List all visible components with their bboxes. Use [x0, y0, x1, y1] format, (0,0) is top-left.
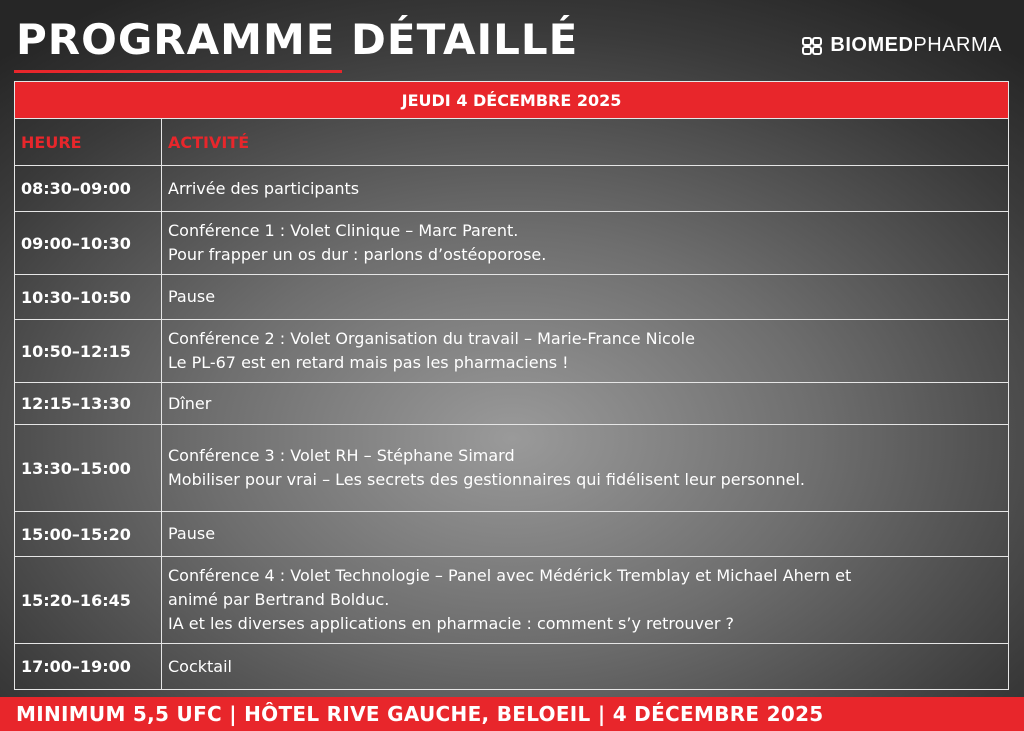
schedule-row [15, 512, 1009, 557]
biomed-logo-icon [802, 37, 822, 55]
activity-line: animé par Bertrand Bolduc. [168, 590, 390, 609]
row-activity [162, 557, 1009, 644]
row-activity [162, 644, 1009, 690]
brand-logo [802, 34, 1002, 57]
activity-line: Arrivée des participants [168, 178, 360, 198]
row-activity [162, 212, 1009, 275]
row-time: 13:30–15:00 [15, 425, 162, 512]
schedule-row [15, 383, 1009, 425]
row-activity [162, 275, 1009, 320]
activity-line: Conférence 1 : Volet Clinique – Marc Parent. [168, 221, 519, 240]
activity-line: Pour frapper un os dur : parlons d’ostéoporose. [168, 245, 547, 264]
page-title: PROGRAMME DÉTAILLÉ [16, 15, 579, 64]
activity-line: Mobiliser pour vrai – Les secrets des gestionnaires qui fidélisent leur personnel. [168, 470, 806, 489]
activity-line: Conférence 4 : Volet Technologie – Panel avec Médérick Tremblay et Michael Ahern et [168, 566, 852, 585]
activity-line: Pause [168, 287, 216, 306]
column-header-time: HEURE [15, 119, 162, 166]
row-time: 08:30–09:00 [15, 166, 162, 212]
activity-line: Conférence 2 : Volet Organisation du travail – Marie-France Nicole [168, 329, 695, 348]
activity-line: Pause [168, 524, 216, 543]
row-time: 12:15–13:30 [15, 383, 162, 425]
day-header: JEUDI 4 DÉCEMBRE 2025 [15, 82, 1009, 119]
activity-line: IA et les diverses applications en pharmacie : comment s’y retrouver ? [168, 614, 734, 633]
activity-line: Le PL-67 est en retard mais pas les pharmaciens ! [168, 353, 569, 372]
activity-line: Cocktail [168, 656, 232, 676]
footer-banner [0, 697, 1024, 731]
row-time: 10:30–10:50 [15, 275, 162, 320]
schedule-row [15, 212, 1009, 275]
row-activity [162, 512, 1009, 557]
schedule-row [15, 320, 1009, 383]
row-time: 15:00–15:20 [15, 512, 162, 557]
title-underline [14, 70, 342, 73]
day-header-row [15, 82, 1009, 119]
row-time: 09:00–10:30 [15, 212, 162, 275]
row-activity [162, 166, 1009, 212]
row-time: 10:50–12:15 [15, 320, 162, 383]
activity-line: Conférence 3 : Volet RH – Stéphane Simard [168, 446, 515, 465]
row-activity [162, 425, 1009, 512]
schedule-row [15, 275, 1009, 320]
column-header-activity: ACTIVITÉ [162, 119, 1009, 166]
footer-text: MINIMUM 5,5 UFC | HÔTEL RIVE GAUCHE, BELOEIL | 4 DÉCEMBRE 2025 [16, 702, 824, 726]
schedule-table [14, 81, 1009, 690]
schedule-row [15, 557, 1009, 644]
schedule-row [15, 425, 1009, 512]
column-header-row [15, 119, 1009, 166]
schedule-row [15, 166, 1009, 212]
row-time: 15:20–16:45 [15, 557, 162, 644]
schedule-row [15, 644, 1009, 690]
row-time: 17:00–19:00 [15, 644, 162, 690]
activity-line: Dîner [168, 393, 212, 413]
logo-wordmark: BIOMEDPHARMA [830, 34, 1002, 56]
row-activity [162, 383, 1009, 425]
row-activity [162, 320, 1009, 383]
